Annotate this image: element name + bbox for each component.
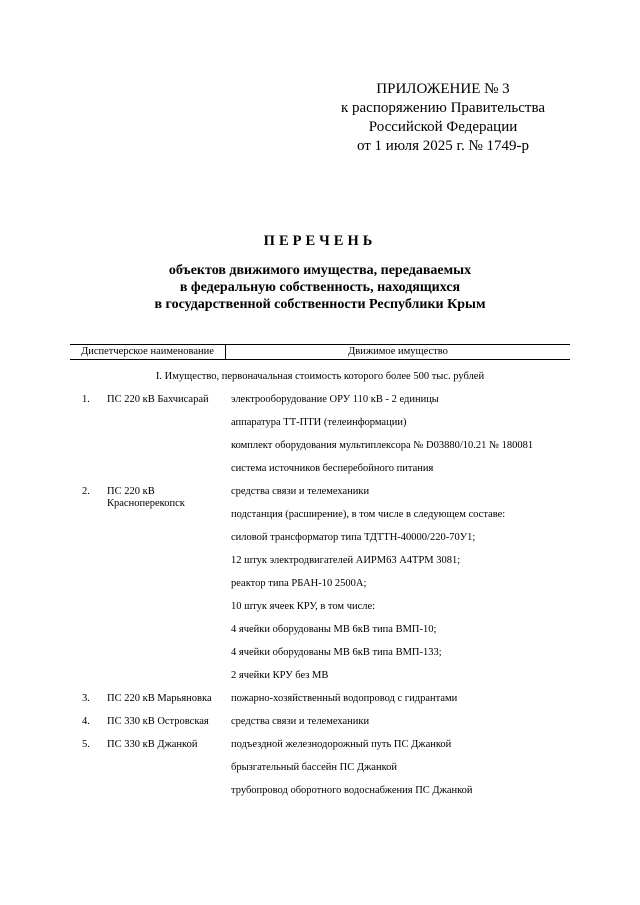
property-description: брызгательный бассейн ПС Джанкой — [231, 762, 398, 773]
property-description: подстанция (расширение), в том числе в следующем составе: — [231, 509, 506, 520]
property-description: комплект оборудования мультиплексора № D03880/10.21 № 180081 — [231, 440, 534, 451]
dispatch-name: ПС 220 кВ Красноперекопск — [107, 486, 185, 509]
property-description: пожарно-хозяйственный водопровод с гидрантами — [231, 693, 458, 704]
property-description: 10 штук ячеек КРУ, в том числе: — [231, 601, 376, 612]
row-number: 3. — [82, 693, 90, 704]
property-description: электрооборудование ОРУ 110 кВ - 2 единицы — [231, 394, 439, 405]
appendix-reference: к распоряжению Правительства — [340, 100, 545, 116]
appendix-date: от 1 июля 2025 г. № 1749-р — [356, 138, 530, 154]
dispatch-name: ПС 330 кВ Островская — [107, 716, 209, 727]
row-number: 1. — [82, 394, 90, 405]
subtitle-line-1: объектов движимого имущества, передаваемых — [168, 263, 472, 278]
property-description: подъездной железнодорожный путь ПС Джанкой — [231, 739, 452, 750]
subtitle-line-3: в государственной собственности Республики Крым — [154, 297, 486, 312]
property-description: 12 штук электродвигателей АИРМ63 А4ТРМ 3081; — [231, 555, 461, 566]
appendix-number: ПРИЛОЖЕНИЕ № 3 — [376, 81, 510, 97]
document-subtitle — [0, 262, 640, 313]
property-description: средства связи и телемеханики — [231, 716, 370, 727]
row-number: 5. — [82, 739, 90, 750]
column-header-dispatch-name: Диспетчерское наименование — [81, 346, 214, 357]
appendix-block — [330, 80, 556, 156]
subtitle-line-2: в федеральную собственность, находящихся — [179, 280, 461, 295]
table-header — [70, 344, 570, 360]
property-description: 4 ячейки оборудованы МВ 6кВ типа ВМП-133; — [231, 647, 442, 658]
dispatch-name: ПС 220 кВ Марьяновка — [107, 693, 212, 704]
property-description: трубопровод оборотного водоснабжения ПС Джанкой — [231, 785, 473, 796]
dispatch-name: ПС 330 кВ Джанкой — [107, 739, 198, 750]
appendix-authority: Российской Федерации — [368, 119, 518, 135]
row-number: 2. — [82, 486, 90, 497]
document-title: ПЕРЕЧЕНЬ — [263, 233, 377, 249]
property-description: 4 ячейки оборудованы МВ 6кВ типа ВМП-10; — [231, 624, 437, 635]
property-description: силовой трансформатор типа ТДТТН-40000/220-70У1; — [231, 532, 476, 543]
row-number: 4. — [82, 716, 90, 727]
property-description: 2 ячейки КРУ без МВ — [231, 670, 329, 681]
dispatch-name: ПС 220 кВ Бахчисарай — [107, 394, 209, 405]
property-description: аппаратура ТТ-ПТИ (телеинформации) — [231, 417, 407, 428]
column-header-movable-property: Движимое имущество — [348, 346, 448, 357]
property-description: система источников бесперебойного питания — [231, 463, 434, 474]
section-heading: I. Имущество, первоначальная стоимость которого более 500 тыс. рублей — [155, 371, 485, 382]
property-description: средства связи и телемеханики — [231, 486, 370, 497]
property-description: реактор типа РБАН-10 2500А; — [231, 578, 367, 589]
